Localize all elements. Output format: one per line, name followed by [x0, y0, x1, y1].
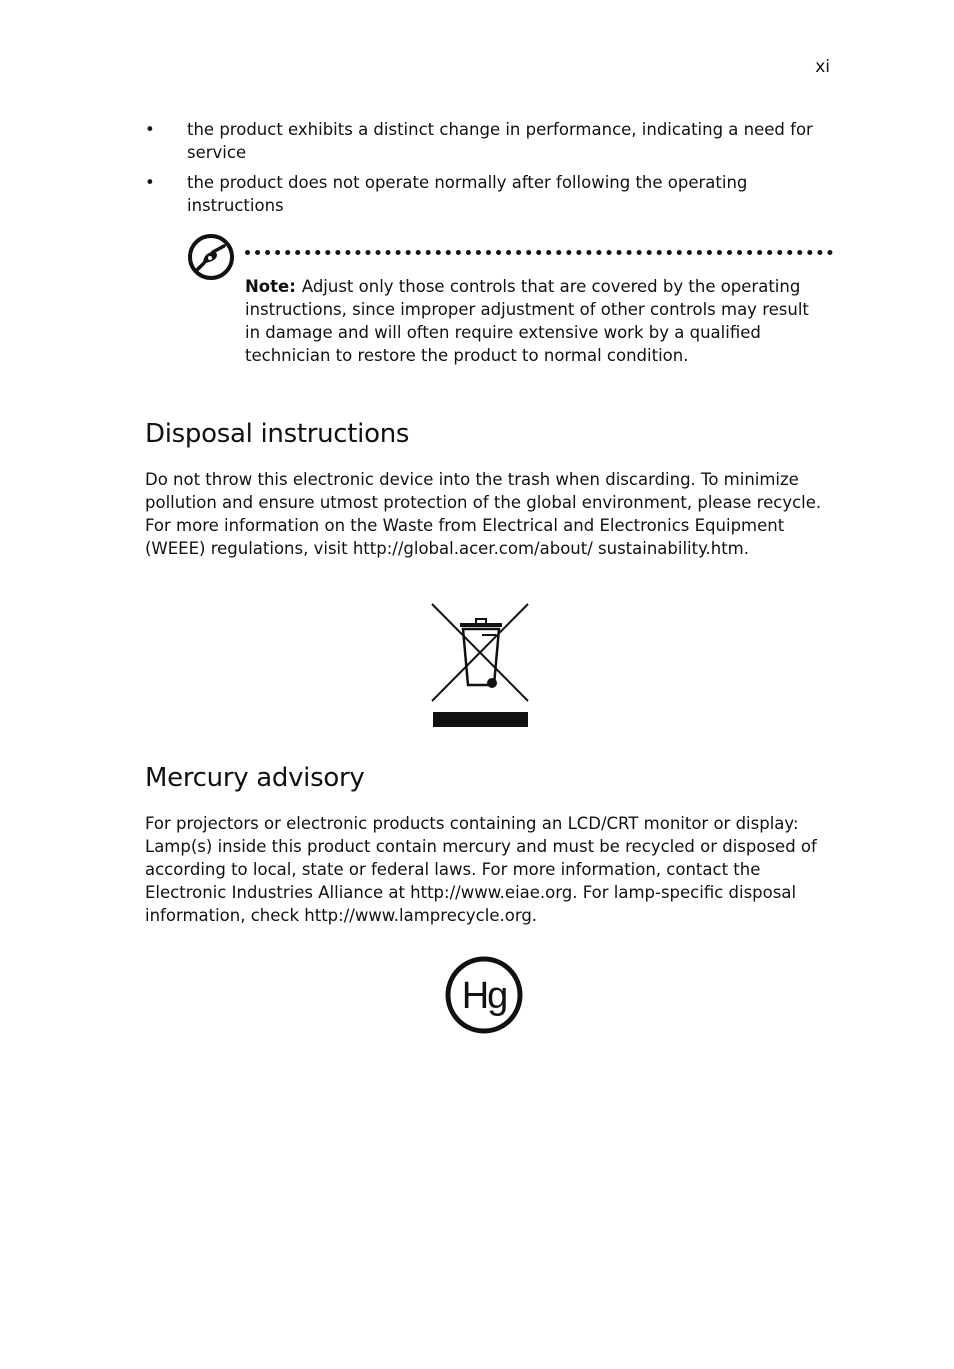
- list-item-text: the product does not operate normally after following the operating instructions: [187, 173, 748, 215]
- note-text: Adjust only those controls that are covered by the operating instructions, since improper adjustment of other controls may result in damage and will often require extensive work by a qualified technician to restore the product to normal condition.: [245, 277, 809, 365]
- bullet-mark: •: [145, 173, 155, 192]
- mercury-heading: Mercury advisory: [145, 763, 365, 793]
- disposal-heading: Disposal instructions: [145, 419, 410, 449]
- note: [245, 275, 815, 367]
- list-item: [145, 118, 835, 164]
- crossed-out-wheelie-bin-icon: [430, 601, 532, 729]
- list-item: [145, 171, 835, 217]
- note-pen-icon: [187, 233, 235, 281]
- note-divider: [245, 250, 833, 255]
- note-label: Note:: [245, 277, 296, 296]
- bullet-mark: •: [145, 120, 155, 139]
- list-item-text: the product exhibits a distinct change in performance, indicating a need for service: [187, 120, 813, 162]
- hg-mercury-icon: [444, 955, 524, 1035]
- hg-symbol-text: Hg: [461, 975, 507, 1017]
- bullet-list: [145, 118, 835, 224]
- page-number: xi: [815, 57, 830, 77]
- mercury-body: For projectors or electronic products containing an LCD/CRT monitor or display: Lamp(s) inside this product contain mercury and must be recycled or disposed of according to local, state or federal laws. For more information, contact the Electronic Industries Alliance at http://www.eiae.org. For lamp-specific disposal information, check http://www.lamprecycle.org.: [145, 814, 817, 925]
- disposal-body: Do not throw this electronic device into the trash when discarding. To minimize pollution and ensure utmost protection of the global environment, please recycle. For more information on the Waste from Electrical and Electronics Equipment (WEEE) regulations, visit http://global.acer.com/about/ sustainability.htm.: [145, 470, 822, 558]
